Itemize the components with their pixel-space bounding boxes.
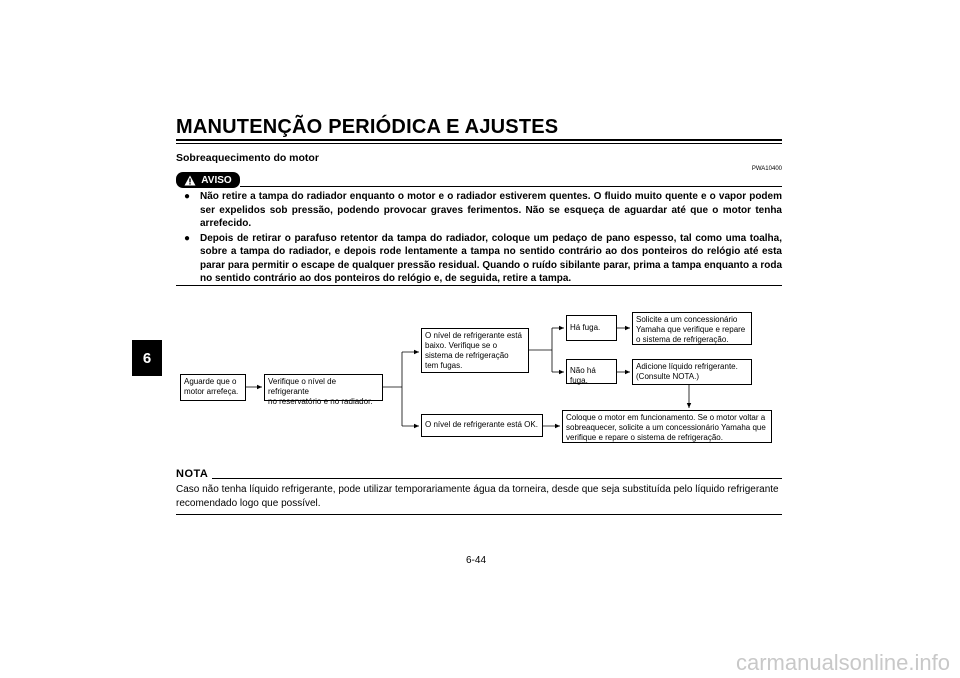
warning-label: AVISO — [201, 174, 232, 186]
flow-dealer-box: Solicite a um concessionário Yamaha que verifique e repare o sistema de refrigeração. — [632, 312, 752, 345]
flow-no-leak-box: Não há fuga. — [566, 359, 617, 384]
flow-ok-level-box: O nível de refrigerante está OK. — [421, 414, 543, 437]
flow-wait-box: Aguarde que o motor arrefeça. — [180, 374, 246, 401]
note-end-rule — [176, 514, 782, 515]
chapter-tab: 6 — [132, 340, 162, 376]
flow-add-coolant-box: Adicione líquido refrigerante. (Consulte NOTA.) — [632, 359, 752, 385]
warning-item-text: Não retire a tampa do radiador enquanto o motor e o radiador estiverem quentes. O fluido muito quente e o vapor podem ser expelidos sob pressão, podendo provocar graves ferimentos. Não se esqueça de aguardar até que o motor tenha arrefecido. — [200, 191, 782, 229]
flow-low-level-box: O nível de refrigerante está baixo. Verifique se o sistema de refrigeração tem fugas. — [421, 328, 529, 373]
bullet-icon: ● — [184, 191, 191, 202]
note-rule — [212, 478, 782, 479]
page-number: 6-44 — [466, 555, 487, 566]
warning-code: PWA10400 — [751, 166, 782, 172]
flow-leak-box: Há fuga. — [566, 315, 617, 341]
bullet-icon: ● — [184, 232, 191, 244]
watermark: carmanualsonline.info — [735, 650, 950, 675]
note-text: Caso não tenha líquido refrigerante, pode utilizar temporariamente água da torneira, desde que seja substituída pelo líquido refrigerante recomendado logo que possível. — [176, 484, 779, 509]
note-label: NOTA — [176, 468, 209, 480]
warning-item-text: Depois de retirar o parafuso retentor da tampa do radiador, coloque um pedaço de pano espesso, tal como uma toalha, sobre a tampa do radiador, e depois rode lentamente a tampa no sentido contrário ao dos ponteiros do relógio até esta parar para permitir o escape de qualquer pressão residual. Quando o ruído sibilante parar, prima a tampa enquanto a roda no sentido contrário ao dos ponteiros do relógio e, de seguida, retire a tampa. — [200, 232, 782, 284]
flow-restart-box: Coloque o motor em funcionamento. Se o motor voltar a sobreaquecer, solicite a um concessionário Yamaha que verifique e repare o sistema de refrigeração. — [562, 410, 772, 443]
page-title: MANUTENÇÃO PERIÓDICA E AJUSTES — [176, 116, 559, 138]
flow-check-box: Verifique o nível de refrigerante no reservatório e no radiador. — [264, 374, 383, 401]
section-heading: Sobreaquecimento do motor — [176, 152, 319, 164]
